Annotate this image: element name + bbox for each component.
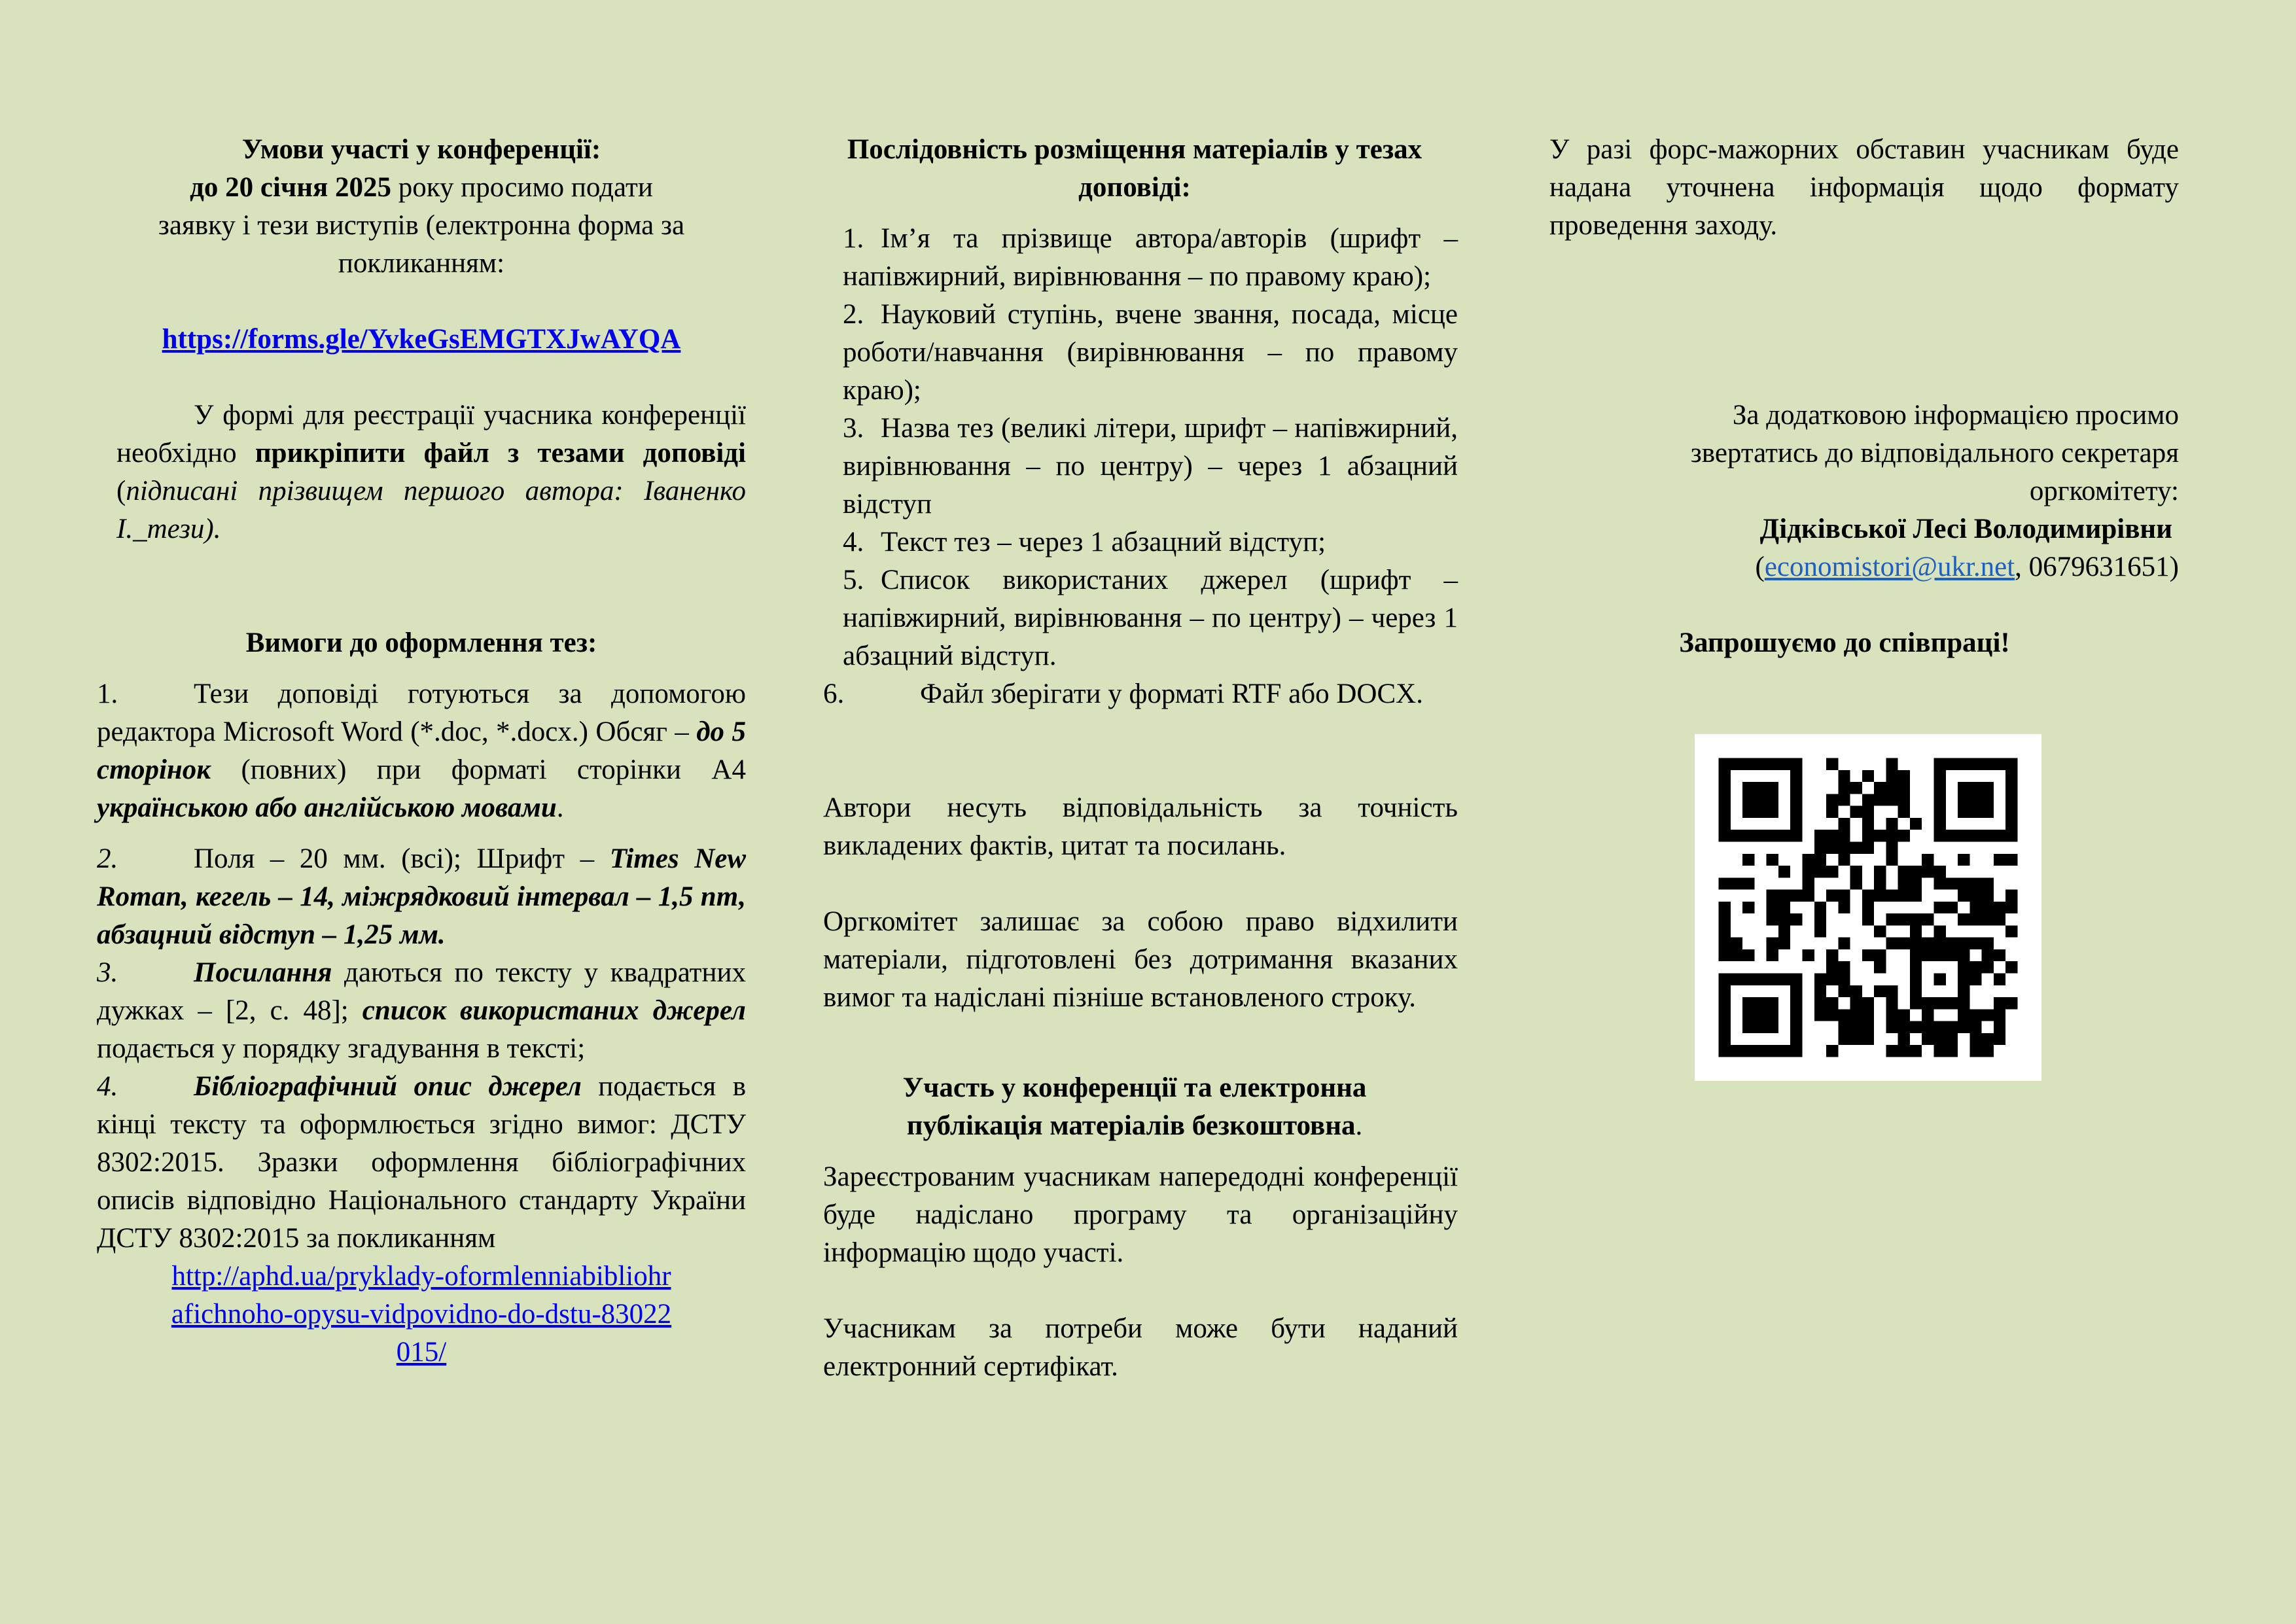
secretary-name: Дідківської Лесі Володимирівни	[1759, 514, 2172, 544]
order-item: 3. Назва тез (великі літери, шрифт – напівжирний, вирівнювання – по центру) – через 1 абзацний відступ	[843, 413, 1458, 520]
force-majeure-paragraph: У разі форс-мажорних обставин учасникам буде надана уточнена інформація щодо формату проведення заходу.	[1549, 134, 2179, 241]
contact-details: (economistori@ukr.net, 0679631651)	[1755, 552, 2179, 582]
contact-line: звертатись до відповідального секретаря	[1690, 438, 2179, 468]
qr-code-icon	[1695, 734, 2041, 1081]
biblio-link-line	[97, 1258, 746, 1371]
requirement-1: 1. Тези доповіді готуються за допомогою редактора Microsoft Word (*.doc, *.docx.) Обсяг – до 5 сторінок (повних) при форматі сторінки А4 українською або англійською мовами.	[97, 679, 746, 823]
order-item: 4. Текст тез – через 1 абзацний відступ;	[843, 527, 1326, 557]
left-column	[97, 131, 746, 1371]
registration-form-link[interactable]: https://forms.gle/YvkeGsEMGTXJwAYQA	[162, 324, 681, 355]
form-link-line	[97, 321, 746, 359]
orgcommittee-paragraph: Оргкомітет залишає за собою право відхилити матеріали, підготовлені без дотримання вказаних вимог та надіслані пізніше встановленого строку.	[823, 906, 1458, 1013]
email-link[interactable]: economistori@ukr.net	[1764, 552, 2015, 582]
free-participation: Участь у конференції та електронна публікація матеріалів безкоштовна.	[902, 1072, 1367, 1141]
requirement-4: 4. Бібліографічний опис джерел подається в кінці тексту та оформлюється згідно вимог: ДСТУ 8302:2015. Зразки оформлення бібліографічних описів відповідно Національного стандарту України ДСТУ 8302:2015 за покликанням	[97, 1071, 746, 1254]
conditions-title: Умови участі у конференції:	[241, 134, 601, 165]
responsibility-paragraph: Автори несуть відповідальність за точність викладених фактів, цитат та посилань.	[823, 792, 1458, 861]
requirement-2: 2. Поля – 20 мм. (всі); Шрифт – Times New Roman, кегель – 14, міжрядковий інтервал – 1,5 пт, абзацний відступ – 1,25 мм.	[97, 843, 747, 950]
order-title: Послідовність розміщення матеріалів у тезах доповіді:	[847, 134, 1422, 203]
order-item: 5. Список використаних джерел (шрифт – напівжирний, вирівнювання – по центру) – через 1 абзацний відступ.	[843, 565, 1458, 671]
contact-block	[1549, 397, 2179, 586]
qr-code-graphic	[1695, 734, 2041, 1081]
order-item: 2. Науковий ступінь, вчене звання, посада, місце роботи/навчання (вирівнювання – по правому краю);	[843, 299, 1458, 406]
order-item: 1. Ім’я та прізвище автора/авторів (шрифт – напівжирний, вирівнювання – по правому краю);	[843, 223, 1458, 292]
deadline-date: до 20 січня 2025	[190, 172, 391, 203]
registration-paragraph: У формі для реєстрації учасника конференції необхідно прикріпити файл з тезами доповіді (підписані прізвищем першого автора: Іваненко І._тези).	[116, 400, 746, 544]
order-list	[804, 220, 1466, 675]
registered-paragraph: Зареєстрованим учасникам напередодні конференції буде надіслано програму та організаційну інформацію щодо участі.	[823, 1161, 1458, 1268]
contact-line: оргкомітету:	[2029, 476, 2179, 506]
right-column	[1549, 131, 2179, 662]
conditions-line1: до 20 січня 2025 року просимо подати	[190, 172, 653, 203]
conditions-line2: заявку і тези виступів (електронна форма за покликанням:	[158, 210, 685, 279]
bibliography-sample-link[interactable]: http://aphd.ua/pryklady-oformlenniabibliohrafichnoho-opysu-vidpovidno-do-dstu-83022015/	[171, 1261, 672, 1368]
phone-number: , 0679631651)	[2015, 552, 2179, 582]
invitation: Запрошуємо до співпраці!	[1679, 627, 2010, 658]
certificate-paragraph: Учасникам за потреби може бути наданий електронний сертифікат.	[823, 1313, 1458, 1382]
requirement-3: 3. Посилання даються по тексту у квадратних дужках – [2, с. 48]; список використаних джерел подається у порядку згадування в тексті;	[97, 957, 746, 1064]
requirements-title: Вимоги до оформлення тез:	[245, 627, 597, 658]
contact-line: За додатковою інформацією просимо	[1732, 400, 2179, 431]
middle-column	[804, 131, 1466, 1386]
order-item-6: 6. Файл зберігати у форматі RTF або DOCX.	[823, 679, 1423, 709]
